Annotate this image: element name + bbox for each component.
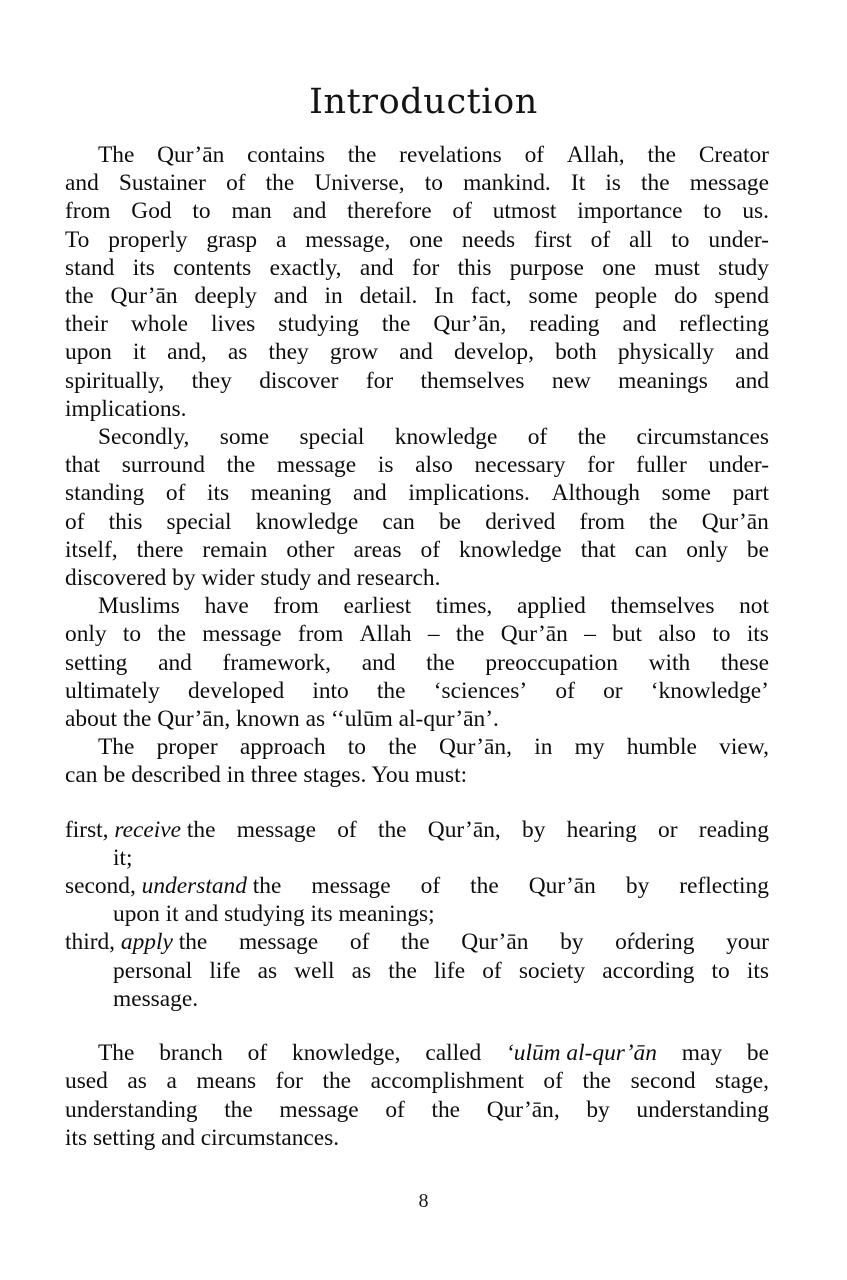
stage-first-keyword: receive [114, 816, 182, 843]
text-line: of this special knowledge can be derived from the Qur’ān [65, 508, 769, 535]
text-line: it; [113, 844, 133, 871]
text-line: only to the message from Allah – the Qur’ān – but also to its [65, 621, 769, 648]
text-line: about the Qur’ān, known as ‘‘ulūm al-qur’ān’. [65, 706, 499, 733]
stage-list [65, 816, 769, 1013]
paragraph-1 [65, 141, 769, 423]
text-line: setting and framework, and the preoccupation with these [65, 649, 769, 676]
text-line: understanding the message of the Qur’ān, by understanding [65, 1096, 769, 1123]
text-line: message. [113, 985, 199, 1012]
text-line: from God to man and therefore of utmost importance to us. [65, 198, 769, 225]
text-line: and Sustainer of the Universe, to mankind. It is the message [65, 170, 769, 197]
text-line: second, understand the message of the Qur’ān by reflecting [65, 873, 769, 900]
stage-third [65, 928, 769, 1013]
text-line: discovered by wider study and research. [65, 565, 441, 592]
text-line: implications. [65, 395, 187, 422]
text-line: the Qur’ān deeply and in detail. In fact, some people do spend [65, 283, 769, 310]
text-line: itself, there remain other areas of knowledge that can only be [65, 536, 769, 563]
text-line: can be described in three stages. You must: [65, 762, 468, 789]
paragraph-3 [65, 592, 769, 733]
text-line: To properly grasp a message, one needs first of all to under- [65, 226, 769, 253]
stage-second [65, 872, 769, 928]
closing-italic-phrase: ‘ulūm al-qur’ān [505, 1040, 657, 1067]
text-line: spiritually, they discover for themselves new meanings and [65, 367, 769, 394]
text-line: used as a means for the accomplishment of the second stage, [65, 1068, 769, 1095]
text-line: third, apply the message of the Qur’ān by oŕdering your [65, 929, 769, 956]
text-line: that surround the message is also necessary for fuller under- [65, 452, 769, 479]
page-title: Introduction [309, 82, 538, 123]
text-line: Secondly, some special knowledge of the circumstances [98, 424, 769, 451]
closing-spacer [65, 1013, 769, 1039]
text-line: its setting and circumstances. [65, 1124, 340, 1151]
paragraph-closing [65, 1039, 769, 1152]
text-line: Muslims have from earliest times, applied themselves not [98, 593, 769, 620]
text-line: The proper approach to the Qur’ān, in my humble view, [98, 734, 769, 761]
stage-list-spacer [65, 790, 769, 816]
text-column [65, 141, 769, 1152]
text-line: their whole lives studying the Qur’ān, reading and reflecting [65, 311, 769, 338]
text-line: standing of its meaning and implications. Although some part [65, 480, 769, 507]
text-line: personal life as well as the life of society according to its [113, 957, 769, 984]
text-line: first, receive the message of the Qur’ān, by hearing or reading [65, 816, 769, 843]
paragraph-2 [65, 423, 769, 592]
text-line: upon it and studying its meanings; [113, 901, 435, 928]
text-line: The branch of knowledge, called ‘ulūm al-qur’ān may be [98, 1040, 769, 1067]
text-line: upon it and, as they grow and develop, both physically and [65, 339, 769, 366]
text-line: stand its contents exactly, and for this purpose one must study [65, 254, 769, 281]
page-number: 8 [418, 1190, 429, 1212]
stage-second-keyword: understand [141, 873, 247, 900]
paragraph-4 [65, 733, 769, 789]
stage-first [65, 816, 769, 872]
stage-third-keyword: apply [120, 929, 173, 956]
text-line: The Qur’ān contains the revelations of Allah, the Creator [98, 142, 769, 168]
text-line: ultimately developed into the ‘sciences’ of or ‘knowledge’ [65, 677, 769, 704]
